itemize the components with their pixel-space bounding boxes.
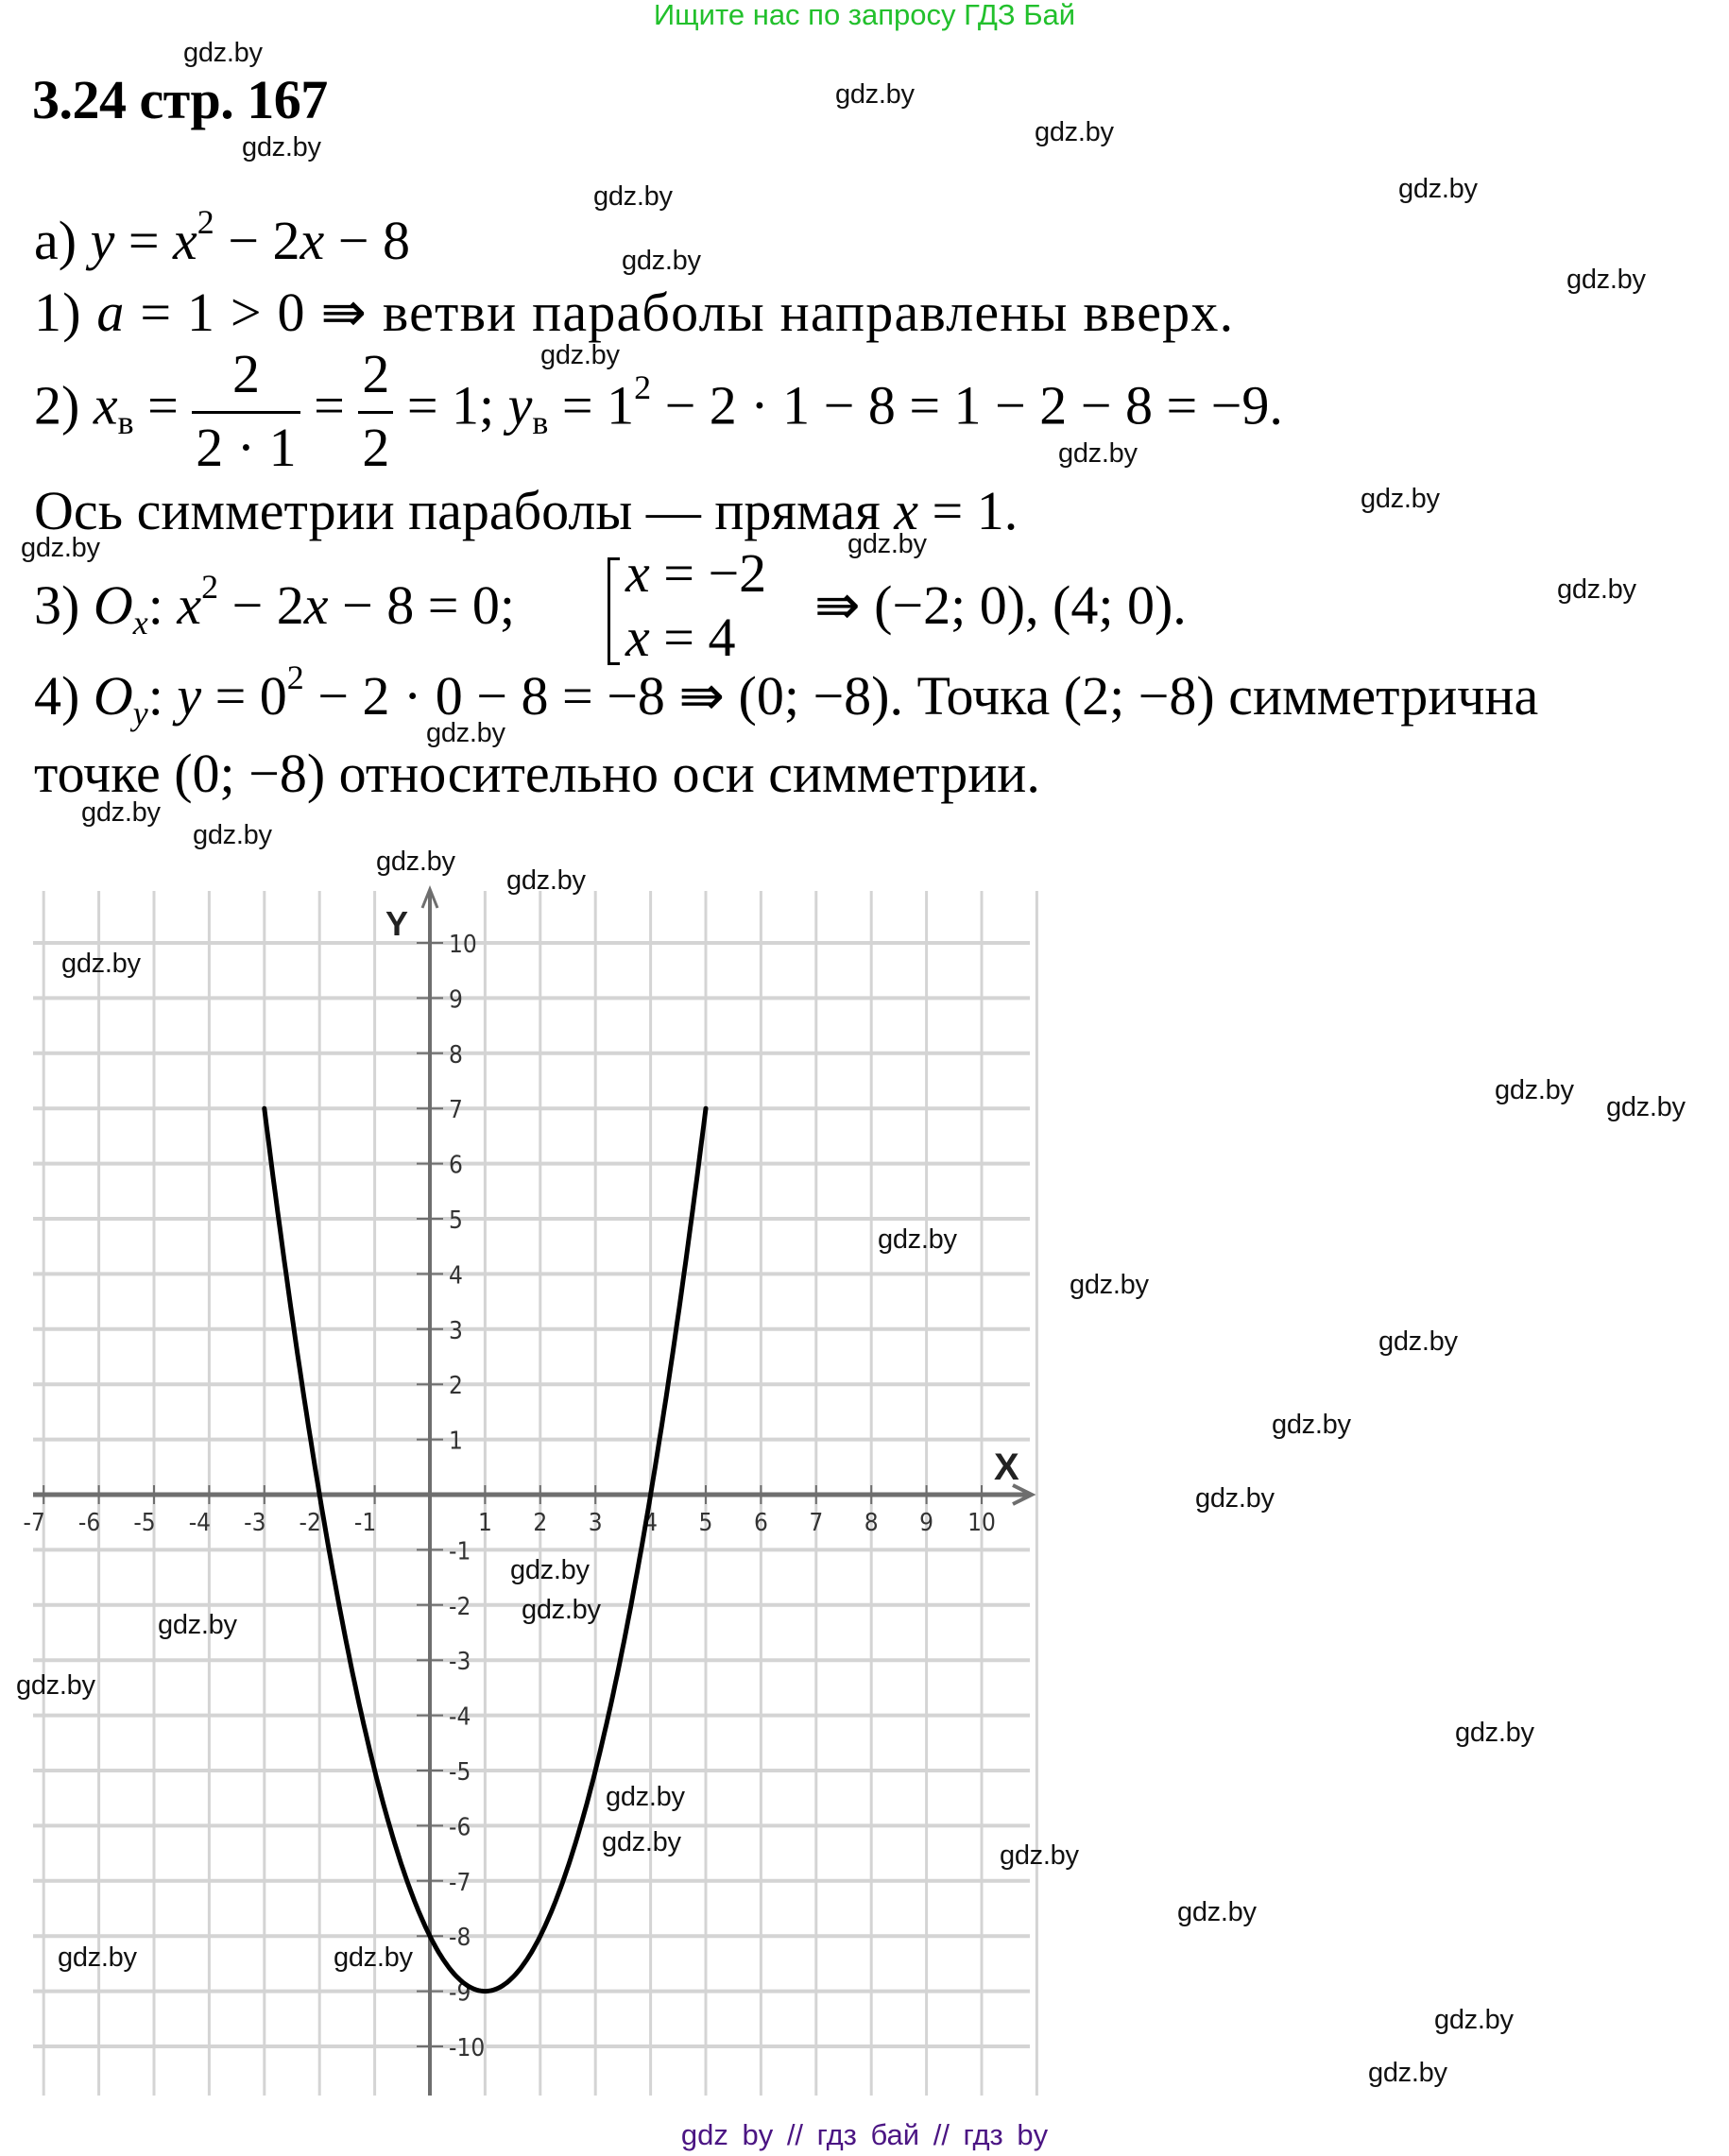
x-tick-label: 6 [753, 1509, 768, 1537]
x-tick-label: 2 [533, 1509, 548, 1537]
watermark: gdz.by [193, 820, 272, 850]
x-tick-label: -3 [244, 1509, 266, 1537]
step-label: 1) [34, 282, 82, 343]
watermark: gdz.by [1398, 174, 1478, 204]
step-label: 3) [34, 574, 80, 636]
step-label: 2) [34, 374, 80, 436]
x-tick-label: -5 [133, 1509, 156, 1537]
x-tick-label: -6 [77, 1509, 101, 1537]
step-2: 2) xв = $\frac{2}{2 \cdot 1}$ = $\frac{2}{2}$ = 1; yв = $1^2 - 2 \cdot 1 - 8 = 1 - 2 - 8 = -9$. [34, 343, 1283, 478]
y-tick-label: 9 [449, 985, 463, 1015]
watermark: gdz.by [334, 1942, 413, 1973]
symmetry-axis-line: Ось симметрии параболы — прямая x = 1. [34, 480, 1019, 541]
watermark: gdz.by [602, 1827, 681, 1857]
watermark: gdz.by [1361, 484, 1440, 514]
y-tick-label: 4 [449, 1261, 463, 1291]
y-tick-label: 8 [449, 1040, 463, 1069]
y-tick-label: 2 [449, 1372, 463, 1401]
watermark: gdz.by [1368, 2058, 1447, 2088]
watermark: gdz.by [1035, 117, 1114, 147]
watermark: gdz.by [1434, 2005, 1514, 2035]
footer-links[interactable]: gdz by // гдз бай // гдз by [680, 2118, 1049, 2151]
y-tick-label: -4 [449, 1703, 471, 1732]
step-4: 4) Oy: $y = 0^2 - 2 \cdot 0 - 8 = -8$ ⇛ (0; −8). Точка (2; −8) симметрична [34, 659, 1539, 732]
page-title: 3.24 стр. 167 [32, 69, 328, 130]
step-4-continued: точке (0; −8) относительно оси симметрии. [34, 743, 1040, 804]
watermark: gdz.by [506, 865, 586, 896]
watermark: gdz.by [606, 1782, 685, 1812]
search-banner[interactable]: Ищите нас по запросу ГДЗ Бай [653, 0, 1076, 31]
watermark: gdz.by [1272, 1410, 1351, 1440]
x-tick-label: 4 [643, 1509, 659, 1537]
watermark: gdz.by [522, 1595, 601, 1625]
watermark: gdz.by [847, 529, 927, 559]
watermark: gdz.by [81, 797, 161, 828]
watermark: gdz.by [16, 1670, 95, 1701]
watermark: gdz.by [1070, 1270, 1149, 1300]
step-label: 4) [34, 665, 80, 727]
y-tick-label: -6 [449, 1813, 471, 1842]
watermark: gdz.by [1378, 1326, 1458, 1357]
x-tick-label: 7 [809, 1509, 824, 1537]
x-tick-label: 1 [477, 1509, 492, 1537]
watermark: gdz.by [622, 246, 701, 276]
watermark: gdz.by [1566, 265, 1646, 295]
watermark: gdz.by [1000, 1840, 1079, 1871]
x-intercepts: ⇛ (−2; 0), (4; 0). [814, 574, 1187, 636]
y-tick-label: -3 [449, 1648, 471, 1677]
x-tick-label: 8 [864, 1509, 879, 1537]
x-tick-label: -1 [353, 1509, 377, 1537]
root-1: x = −2 [625, 542, 767, 604]
watermark: gdz.by [21, 533, 100, 563]
axes [33, 889, 1032, 2096]
y-tick-label: -2 [449, 1592, 471, 1621]
watermark: gdz.by [426, 718, 505, 748]
watermark: gdz.by [158, 1610, 237, 1640]
x-tick-label: 3 [588, 1509, 603, 1537]
y-tick-label: 5 [449, 1206, 463, 1235]
y-tick-label: -7 [449, 1868, 471, 1897]
watermark: gdz.by [1455, 1718, 1534, 1748]
x-tick-label: -2 [299, 1509, 321, 1537]
watermark: gdz.by [835, 79, 915, 110]
x-tick-label: 5 [698, 1509, 713, 1537]
y-tick-label: -10 [449, 2034, 486, 2062]
watermark: gdz.by [183, 38, 263, 68]
y-tick-label: 7 [449, 1096, 463, 1125]
watermark: gdz.by [58, 1942, 137, 1973]
y-tick-label: -1 [449, 1537, 471, 1566]
x-tick-label: -7 [23, 1509, 45, 1537]
watermark: gdz.by [1495, 1075, 1574, 1105]
watermark: gdz.by [61, 949, 141, 979]
watermark: gdz.by [376, 847, 455, 877]
y-axis-label: Y [385, 904, 409, 943]
watermark: gdz.by [1177, 1897, 1257, 1927]
watermark: gdz.by [1606, 1092, 1686, 1122]
y-tick-label: -5 [449, 1758, 471, 1787]
x-tick-label: -4 [188, 1509, 212, 1537]
y-tick-label: -8 [449, 1924, 471, 1953]
watermark: gdz.by [510, 1555, 590, 1585]
fraction: $\frac{2}{2 \cdot 1}$ [192, 346, 300, 477]
y-tick-label: 6 [449, 1151, 463, 1180]
watermark: gdz.by [1058, 438, 1138, 469]
x-tick-label: 10 [967, 1509, 996, 1537]
part-label: а) [34, 210, 77, 271]
y-tick-label: -9 [449, 1978, 471, 2008]
y-tick-label: 1 [449, 1427, 463, 1456]
step-3: 3) Ox: $x^2 - 2x - 8 = 0$; [34, 568, 516, 642]
watermark: gdz.by [878, 1224, 957, 1255]
root-2: x = 4 [625, 607, 736, 668]
fraction: $\frac{2}{2}$ [358, 346, 393, 477]
step-1: 1) a = 1 > 0 ⇛ ветви параболы направлены вверх. [34, 282, 1235, 343]
watermark: gdz.by [242, 132, 321, 163]
equation-line: а) $y = x^2 - 2x - 8$ [34, 203, 410, 271]
watermark: gdz.by [540, 340, 620, 370]
watermark: gdz.by [1557, 574, 1636, 605]
x-tick-label: 9 [919, 1509, 934, 1537]
watermark: gdz.by [593, 181, 673, 212]
x-axis-label: X [994, 1446, 1019, 1488]
watermark: gdz.by [1195, 1483, 1275, 1514]
y-tick-label: 3 [449, 1316, 463, 1345]
y-tick-label: 10 [449, 931, 477, 959]
